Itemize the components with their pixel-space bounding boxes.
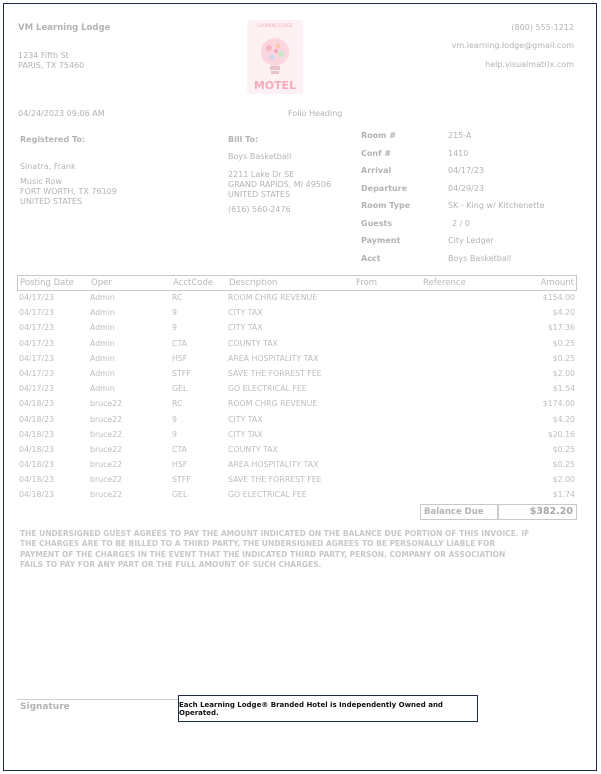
table-row — [17, 321, 577, 336]
cell-amount: $174.00 — [542, 399, 575, 409]
cell-description: CITY TAX — [228, 414, 263, 424]
cell-description: SAVE THE FORREST FEE — [228, 368, 322, 378]
cell-posting-date: 04/17/23 — [19, 323, 55, 333]
cell-description: AREA HOSPITALITY TAX — [228, 353, 319, 363]
cell-description: CITY TAX — [228, 308, 263, 318]
header-acct-code: AcctCode — [173, 278, 214, 288]
cell-amount: $2.00 — [552, 475, 575, 485]
cell-description: COUNTY TAX — [228, 444, 278, 454]
cell-acct-code: 9 — [172, 308, 177, 318]
cell-description: CITY TAX — [228, 323, 263, 333]
hotel-address-line2: PARIS, TX 75460 — [18, 61, 85, 70]
cell-oper: Admin — [90, 338, 115, 348]
hotel-website[interactable]: help.visualmatrix.com — [485, 60, 574, 69]
cell-posting-date: 04/18/23 — [19, 429, 55, 439]
table-row — [17, 367, 577, 382]
header-oper: Oper — [91, 278, 112, 288]
conf-value: 1410 — [448, 149, 469, 158]
bill-to-address-line3: UNITED STATES — [228, 190, 291, 199]
arrival-label: Arrival — [361, 166, 392, 175]
cell-amount: $2.00 — [552, 368, 575, 378]
table-row — [17, 428, 577, 443]
cell-oper: bruce22 — [90, 399, 123, 409]
acct-label: Acct — [361, 254, 381, 263]
guests-label: Guests — [361, 219, 393, 228]
cell-description: ROOM CHRG REVENUE — [228, 399, 318, 409]
cell-description: GO ELECTRICAL FEE — [228, 384, 307, 394]
table-row — [17, 352, 577, 367]
table-row — [17, 291, 577, 306]
balance-due-label: Balance Due — [420, 504, 498, 520]
balance-due-amount: $382.20 — [498, 504, 577, 520]
table-row — [17, 443, 577, 458]
bill-to-name: Boys Basketball — [228, 152, 292, 161]
guest-address-line2: FORT WORTH, TX 76109 — [20, 187, 117, 196]
cell-acct-code: HSF — [172, 460, 188, 470]
cell-posting-date: 04/18/23 — [19, 414, 55, 424]
payment-label: Payment — [361, 236, 401, 245]
signature-label: Signature — [20, 702, 70, 712]
cell-amount: $0.25 — [552, 353, 575, 363]
room-type-label: Room Type — [361, 201, 411, 210]
hotel-email[interactable]: vm.learning.lodge@gmail.com — [451, 41, 574, 50]
cell-posting-date: 04/17/23 — [19, 368, 55, 378]
cell-posting-date: 04/18/23 — [19, 399, 55, 409]
cell-acct-code: RC — [172, 399, 183, 409]
cell-description: CITY TAX — [228, 429, 263, 439]
cell-posting-date: 04/17/23 — [19, 308, 55, 318]
cell-oper: bruce22 — [90, 414, 123, 424]
guest-address-line1: Music Row — [20, 177, 62, 186]
header-amount: Amount — [540, 278, 574, 288]
cell-description: COUNTY TAX — [228, 338, 278, 348]
table-row — [17, 306, 577, 321]
cell-posting-date: 04/18/23 — [19, 444, 55, 454]
cell-posting-date: 04/17/23 — [19, 293, 55, 302]
header-reference: Reference — [423, 278, 466, 288]
arrival-value: 04/17/23 — [448, 166, 484, 175]
cell-posting-date: 04/17/23 — [19, 353, 55, 363]
cell-posting-date: 04/18/23 — [19, 475, 55, 485]
departure-label: Departure — [361, 184, 408, 193]
hotel-logo — [247, 20, 303, 94]
table-row — [17, 458, 577, 473]
cell-acct-code: RC — [172, 293, 183, 302]
cell-amount: $0.25 — [552, 460, 575, 470]
registered-to-label: Registered To: — [20, 135, 86, 144]
bill-to-address-line1: 2211 Lake Dr SE — [228, 170, 295, 179]
cell-acct-code: 9 — [172, 429, 177, 439]
table-row — [17, 488, 577, 503]
cell-acct-code: STFF — [172, 475, 191, 485]
departure-value: 04/29/23 — [448, 184, 484, 193]
room-value: 215-A — [448, 131, 472, 140]
cell-amount: $0.25 — [552, 444, 575, 454]
table-row — [17, 397, 577, 412]
cell-acct-code: GEL — [172, 490, 188, 500]
table-row — [17, 337, 577, 352]
cell-acct-code: 9 — [172, 414, 177, 424]
table-header — [17, 275, 577, 291]
cell-oper: Admin — [90, 293, 115, 302]
cell-amount: $0.25 — [552, 338, 575, 348]
cell-amount: $17.36 — [547, 323, 575, 333]
room-type-value: SK - King w/ Kitchenette — [448, 201, 545, 210]
cell-oper: Admin — [90, 384, 115, 394]
cell-posting-date: 04/18/23 — [19, 460, 55, 470]
cell-acct-code: CTA — [172, 338, 187, 348]
cell-description: ROOM CHRG REVENUE — [228, 293, 318, 302]
cell-posting-date: 04/17/23 — [19, 384, 55, 394]
cell-oper: bruce22 — [90, 429, 123, 439]
cell-oper: bruce22 — [90, 490, 123, 500]
cell-oper: Admin — [90, 323, 115, 333]
guest-name: Sinatra, Frank — [20, 162, 76, 171]
cell-acct-code: HSF — [172, 353, 188, 363]
bill-to-phone: (616) 560-2476 — [228, 205, 291, 214]
cell-oper: bruce22 — [90, 475, 123, 485]
logo-brand-text: LEARNING LODGE — [257, 23, 293, 28]
cell-acct-code: GEL — [172, 384, 188, 394]
cell-posting-date: 04/17/23 — [19, 338, 55, 348]
acct-value: Boys Basketball — [448, 254, 512, 263]
header-description: Description — [229, 278, 278, 288]
cell-amount: $154.00 — [542, 293, 575, 302]
cell-acct-code: 9 — [172, 323, 177, 333]
table-row — [17, 382, 577, 397]
hotel-phone: (800) 555-1212 — [511, 23, 574, 32]
hotel-name: VM Learning Lodge — [18, 23, 111, 33]
folio-heading: Folio Heading — [288, 109, 343, 118]
conf-label: Conf # — [361, 149, 392, 158]
hotel-address-line1: 1234 Fifth St — [18, 51, 69, 60]
logo-motel-text: MOTEL — [253, 79, 297, 92]
cell-description: AREA HOSPITALITY TAX — [228, 460, 319, 470]
timestamp: 04/24/2023 09:06 AM — [18, 109, 105, 118]
guests-value: 2 / 0 — [452, 219, 470, 228]
cell-oper: Admin — [90, 308, 115, 318]
transactions-table — [17, 275, 577, 504]
cell-oper: bruce22 — [90, 460, 123, 470]
cell-acct-code: CTA — [172, 444, 187, 454]
cell-amount: $1.54 — [552, 384, 575, 394]
table-body — [17, 291, 577, 504]
terms-text: THE UNDERSIGNED GUEST AGREES TO PAY THE AMOUNT INDICATED ON THE BALANCE DUE PORTION OF THIS INVOICE. IF THE CHARGES ARE TO BE BILLED TO A THIRD PARTY, THE UNDERSIGNED AGREES TO BE PERSONALLY LIABLE FOR PAYMENT OF THE CHARGES IN THE EVENT THAT THE INDICATED THIRD PARTY, PERSON, COMPANY OR ASSOCIATION FAILS TO PAY FOR ANY PART OR THE FULL AMOUNT OF SUCH CHARGES. — [20, 529, 530, 570]
table-row — [17, 413, 577, 428]
header-posting-date: Posting Date — [20, 278, 74, 288]
cell-description: SAVE THE FORREST FEE — [228, 475, 322, 485]
cell-oper: Admin — [90, 353, 115, 363]
cell-amount: $4.20 — [552, 308, 575, 318]
table-row — [17, 473, 577, 488]
bill-to-address-line2: GRAND RAPIDS, MI 49506 — [228, 180, 332, 189]
cell-amount: $4.20 — [552, 414, 575, 424]
header-from: From — [356, 278, 378, 288]
cell-posting-date: 04/18/23 — [19, 490, 55, 500]
cell-oper: Admin — [90, 368, 115, 378]
cell-amount: $20.16 — [547, 429, 575, 439]
signature-line[interactable] — [17, 699, 179, 700]
room-label: Room # — [361, 131, 396, 140]
cell-amount: $1.74 — [552, 490, 575, 500]
cell-acct-code: STFF — [172, 368, 191, 378]
cell-oper: bruce22 — [90, 444, 123, 454]
payment-value: City Ledger — [448, 236, 494, 245]
independent-ownership-notice: Each Learning Lodge® Branded Hotel is Independently Owned and Operated. — [178, 695, 478, 722]
bill-to-label: Bill To: — [228, 135, 259, 144]
guest-address-line3: UNITED STATES — [20, 197, 83, 206]
cell-description: GO ELECTRICAL FEE — [228, 490, 307, 500]
